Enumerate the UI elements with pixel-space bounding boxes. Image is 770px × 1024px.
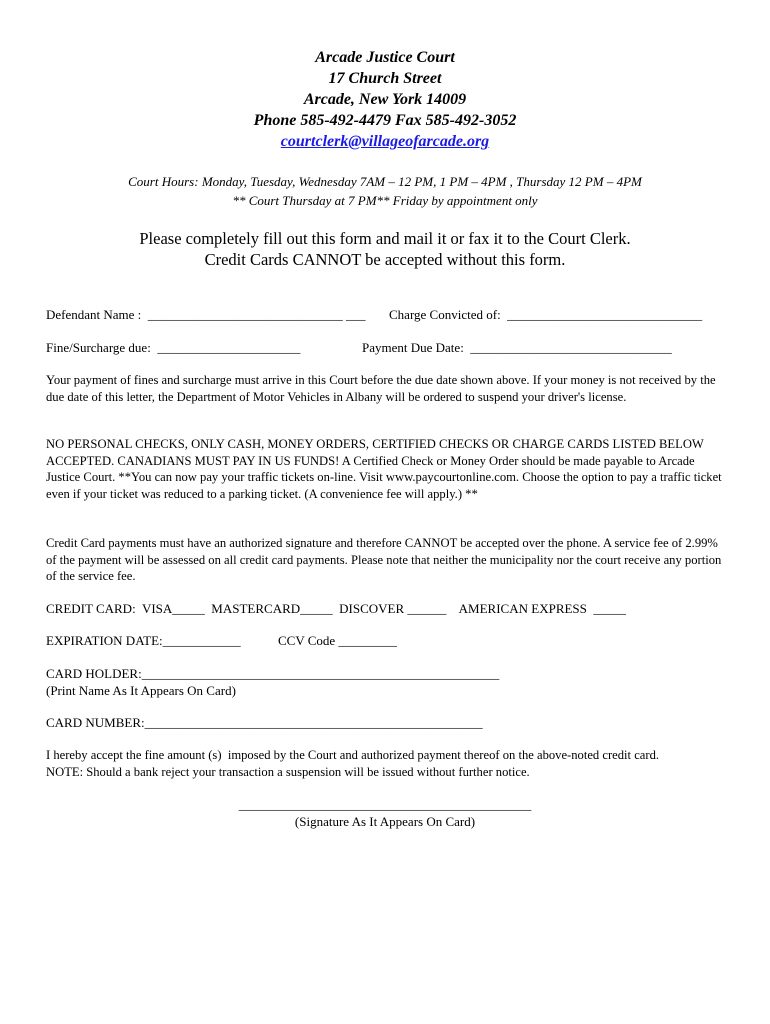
credit-card-types-field[interactable]: CREDIT CARD: VISA_____ MASTERCARD_____ DISCOVER ______ AMERICAN EXPRESS _____ <box>46 601 626 616</box>
payment-methods-notice: NO PERSONAL CHECKS, ONLY CASH, MONEY ORDERS, CERTIFIED CHECKS OR CHARGE CARDS LISTED BELOW ACCEPTED. CANADIANS MUST PAY IN US FUNDS! A Certified Check or Money Order should be made payable to Arcade Justice Court. **You can now pay your traffic tickets on-line. Visit www.paycourtonline.com. Choose the option to pay a traffic ticket even if your ticket was reduced to a parking ticket. (A convenience fee will apply.) ** <box>46 437 722 501</box>
expiration-date-field[interactable]: EXPIRATION DATE:____________ <box>46 633 241 648</box>
ccv-code-field[interactable]: CCV Code _________ <box>278 633 397 648</box>
court-street: 17 Church Street <box>328 70 442 87</box>
court-header <box>0 47 770 152</box>
credit-card-notice: Credit Card payments must have an authorized signature and therefore CANNOT be accepted over the phone. A service fee of 2.99% of the payment will be assessed on all credit card payments. Please note that neither the municipality nor the court receive any portion of the service fee. <box>46 536 722 583</box>
signature-label: (Signature As It Appears On Card) <box>294 814 476 829</box>
charge-convicted-field[interactable]: Charge Convicted of: ______________________________ <box>389 307 703 322</box>
court-hours <box>0 172 770 210</box>
court-hours-line1: Court Hours: Monday, Tuesday, Wednesday 7AM – 12 PM, 1 PM – 4PM , Thursday 12 PM – 4PM <box>128 174 642 189</box>
card-number-field[interactable]: CARD NUMBER:____________________________________________________ <box>46 715 483 730</box>
signature-block <box>0 796 770 830</box>
form-instructions <box>0 228 770 270</box>
court-email-link[interactable]: courtclerk@villageofarcade.org <box>280 133 490 150</box>
acceptance-line1: I hereby accept the fine amount (s) imposed by the Court and authorized payment thereof on the above-noted credit card. <box>46 748 660 762</box>
court-name: Arcade Justice Court <box>315 49 455 66</box>
defendant-name-field[interactable]: Defendant Name : ______________________________ ___ <box>46 307 366 322</box>
fine-surcharge-field[interactable]: Fine/Surcharge due: ______________________ <box>46 340 301 355</box>
court-city: Arcade, New York 14009 <box>303 91 467 108</box>
card-holder-field[interactable]: CARD HOLDER:_______________________________________________________ <box>46 666 500 681</box>
court-phone-fax: Phone 585-492-4479 Fax 585-492-3052 <box>253 112 517 129</box>
payment-due-date-field[interactable]: Payment Due Date: _______________________________ <box>362 340 672 355</box>
court-hours-line2: ** Court Thursday at 7 PM** Friday by appointment only <box>232 193 538 208</box>
instructions-line1: Please completely fill out this form and mail it or fax it to the Court Clerk. <box>139 229 631 248</box>
card-holder-note: (Print Name As It Appears On Card) <box>46 683 236 698</box>
due-date-notice: Your payment of fines and surcharge must arrive in this Court before the due date shown above. If your money is not received by the due date of this letter, the Department of Motor Vehicles in Albany will be ordered to suspend your driver's license. <box>46 373 716 404</box>
instructions-line2: Credit Cards CANNOT be accepted without this form. <box>204 250 566 269</box>
acceptance-line2: NOTE: Should a bank reject your transaction a suspension will be issued without further notice. <box>46 765 530 779</box>
signature-line[interactable]: _____________________________________________ <box>238 797 532 812</box>
